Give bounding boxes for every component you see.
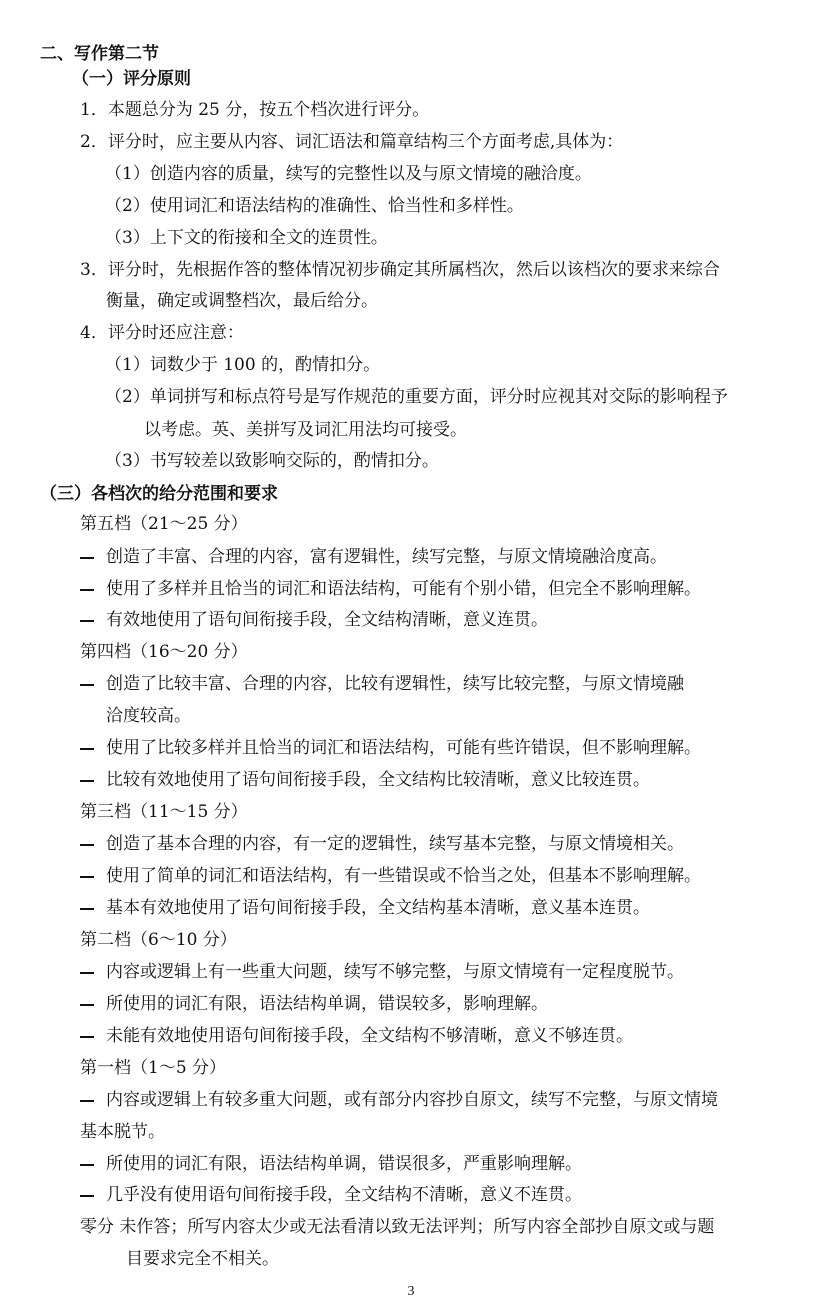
dash-bullet [80,1195,94,1197]
tier-item: 创造了比较丰富、合理的内容，比较有逻辑性，续写比较完整，与原文情境融 [106,674,684,694]
tier-item: 使用了简单的词汇和语法结构，有一些错误或不恰当之处，但基本不影响理解。 [106,866,701,886]
subheading-principles: （一）评分原则 [72,69,191,89]
zero-score-line: 零分 未作答；所写内容太少或无法看清以致无法评判；所写内容全部抄自原文或与题 [80,1217,715,1237]
dash-bullet [80,1164,94,1166]
tier-item-cont: 基本脱节。 [80,1122,165,1142]
tier-item: 几乎没有使用语句间衔接手段，全文结构不清晰，意义不连贯。 [106,1185,582,1205]
principle-line: （3）上下文的衔接和全文的连贯性。 [105,228,388,248]
page-number: 3 [407,1284,415,1299]
tier-title: 第五档（21～25 分） [80,514,248,534]
tier-title: 第四档（16～20 分） [80,642,248,662]
subheading-tiers: （三）各档次的给分范围和要求 [40,484,278,504]
principle-line: 衡量，确定或调整档次，最后给分。 [106,291,378,311]
dash-bullet [80,684,94,686]
tier-item: 所使用的词汇有限，语法结构单调，错误很多，严重影响理解。 [106,1154,582,1174]
tier-title: 第三档（11～15 分） [80,802,248,822]
dash-bullet [80,876,94,878]
dash-bullet [80,972,94,974]
tier-item: 创造了丰富、合理的内容，富有逻辑性，续写完整，与原文情境融洽度高。 [106,547,667,567]
dash-bullet [80,1004,94,1006]
zero-score-cont: 目要求完全不相关。 [126,1249,279,1269]
principle-line: 4．评分时还应注意： [80,323,244,343]
tier-item-cont: 洽度较高。 [106,706,191,726]
principle-line: 2．评分时，应主要从内容、词汇语法和篇章结构三个方面考虑,具体为： [80,132,624,152]
tier-item: 所使用的词汇有限，语法结构单调，错误较多，影响理解。 [106,994,548,1014]
tier-item: 使用了多样并且恰当的词汇和语法结构，可能有个别小错，但完全不影响理解。 [106,579,701,599]
dash-bullet [80,557,94,559]
tier-title: 第二档（6～10 分） [80,930,237,950]
tier-item: 使用了比较多样并且恰当的词汇和语法结构，可能有些许错误，但不影响理解。 [106,738,701,758]
dash-bullet [80,1036,94,1038]
principle-line: 以考虑。英、美拼写及词汇用法均可接受。 [144,420,467,440]
dash-bullet [80,780,94,782]
principle-line: （1）创造内容的质量，续写的完整性以及与原文情境的融洽度。 [105,164,592,184]
dash-bullet [80,844,94,846]
principle-line: 1．本题总分为 25 分，按五个档次进行评分。 [80,100,430,120]
tier-item: 有效地使用了语句间衔接手段，全文结构清晰，意义连贯。 [106,610,548,630]
tier-item: 创造了基本合理的内容，有一定的逻辑性，续写基本完整，与原文情境相关。 [106,834,684,854]
principle-line: （1）词数少于 100 的，酌情扣分。 [105,355,381,375]
tier-item: 比较有效地使用了语句间衔接手段，全文结构比较清晰，意义比较连贯。 [106,770,650,790]
tier-item: 基本有效地使用了语句间衔接手段，全文结构基本清晰，意义基本连贯。 [106,898,650,918]
dash-bullet [80,908,94,910]
principle-line: （2）单词拼写和标点符号是写作规范的重要方面，评分时应视其对交际的影响程予 [105,387,728,407]
tier-item: 内容或逻辑上有一些重大问题，续写不够完整，与原文情境有一定程度脱节。 [106,962,684,982]
dash-bullet [80,620,94,622]
dash-bullet [80,748,94,750]
tier-title: 第一档（1～5 分） [80,1058,227,1078]
dash-bullet [80,589,94,591]
dash-bullet [80,1100,94,1102]
principle-line: 3．评分时，先根据作答的整体情况初步确定其所属档次，然后以该档次的要求来综合 [80,260,720,280]
principle-line: （2）使用词汇和语法结构的准确性、恰当性和多样性。 [105,196,524,216]
principle-line: （3）书写较差以致影响交际的，酌情扣分。 [105,451,439,471]
tier-item: 内容或逻辑上有较多重大问题，或有部分内容抄自原文，续写不完整，与原文情境 [106,1090,718,1110]
tier-item: 未能有效地使用语句间衔接手段，全文结构不够清晰，意义不够连贯。 [106,1026,633,1046]
section-heading: 二、写作第二节 [40,44,159,64]
